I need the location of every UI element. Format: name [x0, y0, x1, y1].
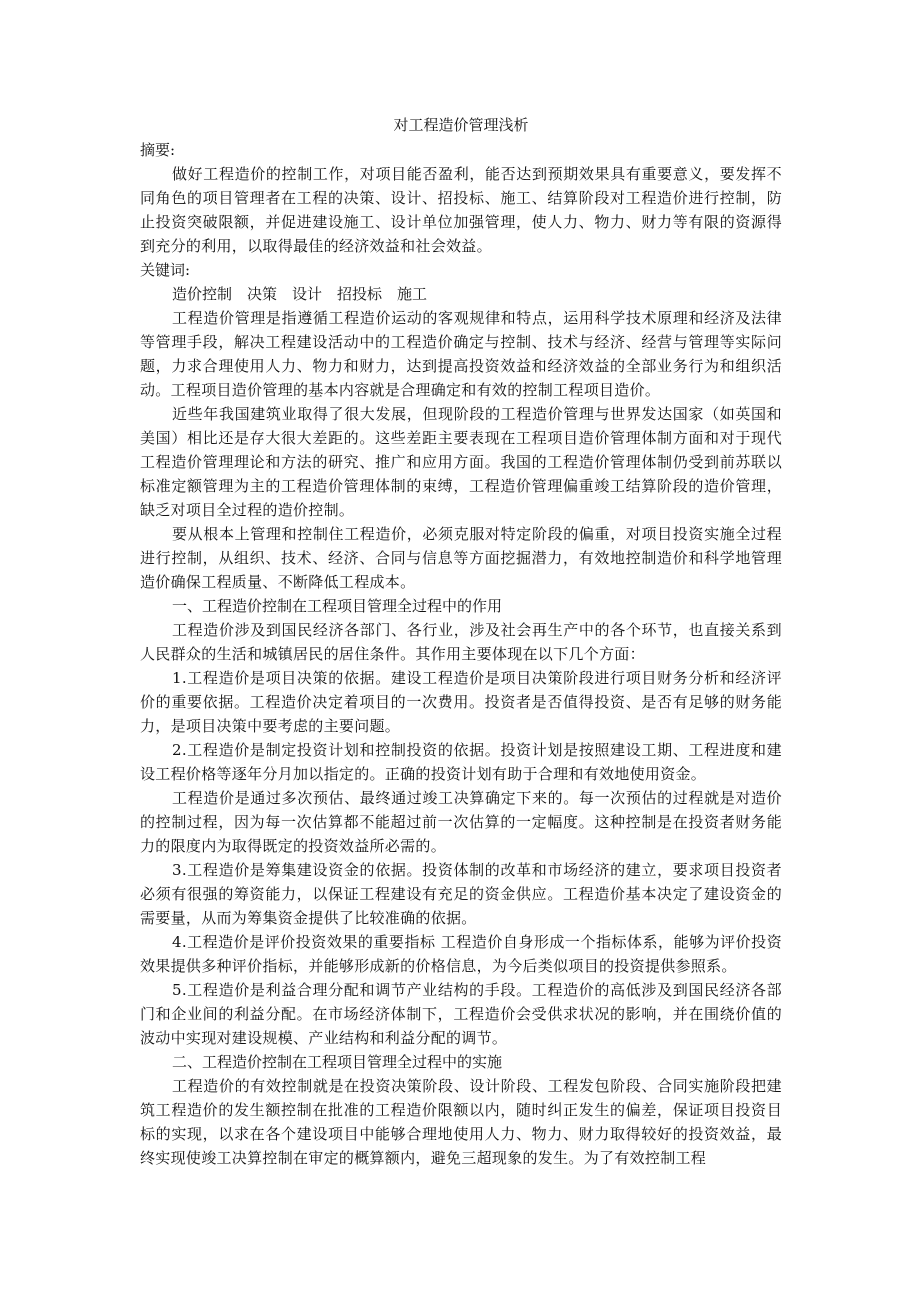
document-title: 对工程造价管理浅析 [393, 116, 529, 134]
keywords-text: 造价控制 决策 设计 招投标 施工 [172, 285, 428, 303]
keywords-label: 关键词: [140, 261, 191, 279]
body-paragraph: 1.工程造价是项目决策的依据。建设工程造价是项目决策阶段进行项目财务分析和经济评价的重要依据。工程造价决定着项目的一次费用。投资者是否值得投资、是否有足够的财务能力，是项目决策中要考虑的主要问题。 [140, 669, 782, 735]
document-page [140, 113, 782, 1170]
body-paragraph: 工程造价的有效控制就是在投资决策阶段、设计阶段、工程发包阶段、合同实施阶段把建筑工程造价的发生额控制在批准的工程造价限额以内，随时纠正发生的偏差，保证项目投资目标的实现，以求在各个建设项目中能够合理地使用人力、物力、财力取得较好的投资效益，最终实现使竣工决算控制在审定的概算额内，避免三超现象的发生。为了有效控制工程 [140, 1077, 782, 1167]
body-paragraph: 要从根本上管理和控制住工程造价，必须克服对特定阶段的偏重，对项目投资实施全过程进行控制，从组织、技术、经济、合同与信息等方面挖掘潜力，有效地控制造价和科学地管理造价确保工程质量、不断降低工程成本。 [140, 525, 782, 591]
body-paragraph: 3.工程造价是筹集建设资金的依据。投资体制的改革和市场经济的建立，要求项目投资者必须有很强的筹资能力，以保证工程建设有充足的资金供应。工程造价基本决定了建设资金的需要量，从而为筹集资金提供了比较准确的依据。 [140, 861, 782, 927]
body-paragraph: 工程造价管理是指遵循工程造价运动的客观规律和特点，运用科学技术原理和经济及法律等管理手段，解决工程建设活动中的工程造价确定与控制、技术与经济、经营与管理等实际问题，力求合理使用人力、物力和财力，达到提高投资效益和经济效益的全部业务行为和组织活动。工程项目造价管理的基本内容就是合理确定和有效的控制工程项目造价。 [140, 309, 782, 399]
body-paragraph: 工程造价涉及到国民经济各部门、各行业，涉及社会再生产中的各个环节，也直接关系到人民群众的生活和城镇居民的居住条件。其作用主要体现在以下几个方面： [140, 621, 782, 663]
section-heading-2: 二、工程造价控制在工程项目管理全过程中的实施 [172, 1053, 503, 1071]
body-paragraph: 4.工程造价是评价投资效果的重要指标 工程造价自身形成一个指标体系，能够为评价投资效果提供多种评价指标，并能够形成新的价格信息，为今后类似项目的投资提供参照系。 [140, 933, 782, 975]
abstract-label: 摘要: [140, 141, 176, 159]
body-paragraph: 近些年我国建筑业取得了很大发展，但现阶段的工程造价管理与世界发达国家（如英国和美国）相比还是存大很大差距的。这些差距主要表现在工程项目造价管理体制方面和对于现代工程造价管理理论和方法的研究、推广和应用方面。我国的工程造价管理体制仍受到前苏联以标准定额管理为主的工程造价管理体制的束缚，工程造价管理偏重竣工结算阶段的造价管理，缺乏对项目全过程的造价控制。 [140, 405, 782, 519]
body-paragraph: 工程造价是通过多次预估、最终通过竣工决算确定下来的。每一次预估的过程就是对造价的控制过程，因为每一次估算都不能超过前一次估算的一定幅度。这种控制是在投资者财务能力的限度内为取得既定的投资效益所必需的。 [140, 789, 782, 855]
body-paragraph: 5.工程造价是利益合理分配和调节产业结构的手段。工程造价的高低涉及到国民经济各部门和企业间的利益分配。在市场经济体制下，工程造价会受供求状况的影响，并在围绕价值的波动中实现对建设规模、产业结构和利益分配的调节。 [140, 981, 782, 1047]
body-paragraph: 2.工程造价是制定投资计划和控制投资的依据。投资计划是按照建设工期、工程进度和建设工程价格等逐年分月加以指定的。正确的投资计划有助于合理和有效地使用资金。 [140, 741, 782, 783]
section-heading-1: 一、工程造价控制在工程项目管理全过程中的作用 [172, 597, 503, 615]
abstract-text: 做好工程造价的控制工作，对项目能否盈利，能否达到预期效果具有重要意义，要发挥不同角色的项目管理者在工程的决策、设计、招投标、施工、结算阶段对工程造价进行控制，防止投资突破限额，并促进建设施工、设计单位加强管理，使人力、物力、财力等有限的资源得到充分的利用，以取得最佳的经济效益和社会效益。 [140, 165, 782, 255]
